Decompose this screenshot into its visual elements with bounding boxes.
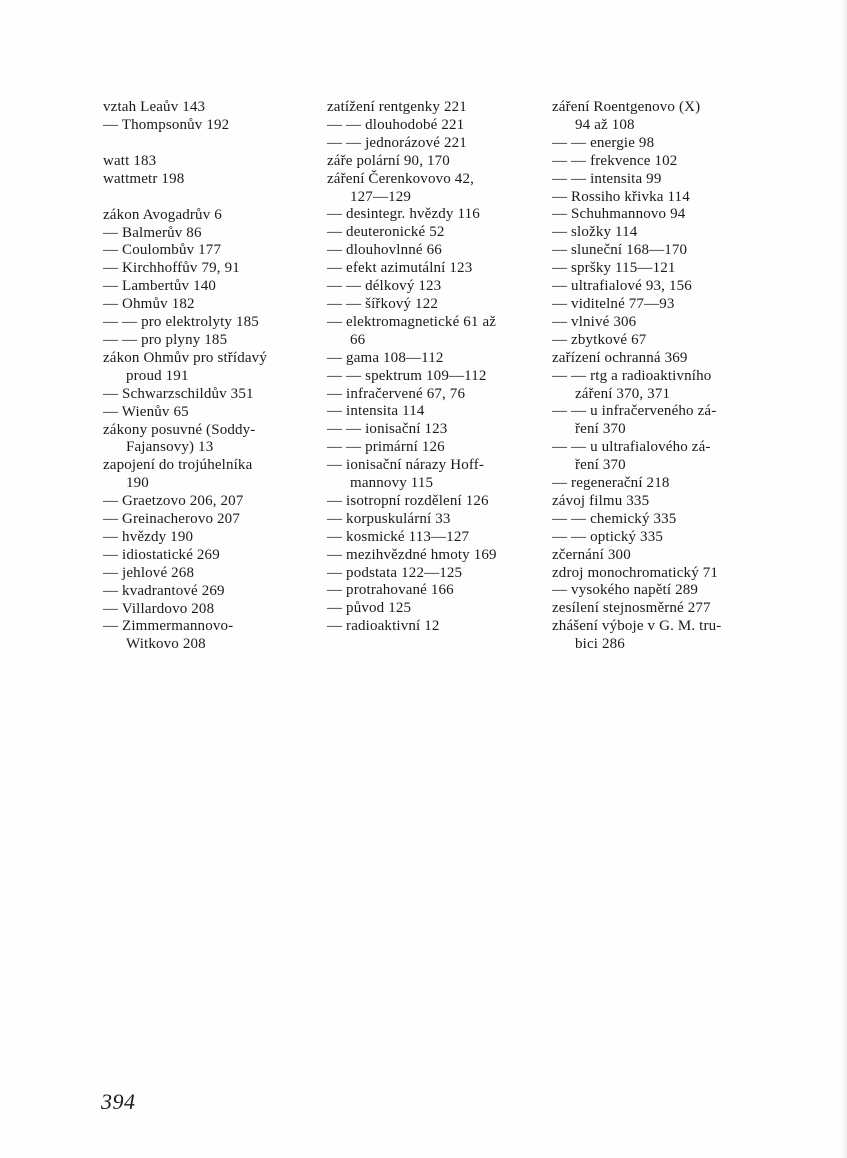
index-entry: ření 370 (575, 457, 626, 474)
index-entry: — korpuskulární 33 (327, 510, 451, 527)
index-entry: — efekt azimutální 123 (327, 260, 473, 277)
index-entry: — vlnivé 306 (552, 313, 637, 330)
index-entry: — viditelné 77—93 (552, 295, 675, 312)
index-entry: — Wienův 65 (103, 403, 189, 420)
index-entry: — gama 108—112 (327, 349, 444, 366)
index-entry: vztah Leaův 143 (103, 99, 206, 115)
index-entry: — — ionisační 123 (327, 421, 448, 438)
index-entry: — deuteronické 52 (327, 224, 445, 241)
index-entry: Fajansovy) 13 (126, 439, 214, 456)
index-entry: zákony posuvné (Soddy- (103, 421, 256, 438)
index-entry: — — jednorázové 221 (327, 134, 467, 151)
index-column-2 (327, 99, 545, 636)
index-entry: zákon Ohmův pro střídavý (103, 349, 267, 366)
index-entry: — isotropní rozdělení 126 (327, 492, 489, 509)
index-entry: záření 370, 371 (575, 385, 671, 402)
index-entry: závoj filmu 335 (552, 492, 650, 509)
index-entry: — — šířkový 122 (327, 295, 438, 312)
index-column-1 (103, 99, 318, 654)
index-entry: — desintegr. hvězdy 116 (327, 206, 480, 223)
index-entry: — — intensita 99 (552, 170, 662, 187)
index-entry: záření Roentgenovo (X) (552, 99, 701, 115)
index-entry: — — primární 126 (327, 439, 445, 456)
index-entry: — Balmerův 86 (103, 224, 202, 241)
index-entry: bici 286 (575, 636, 625, 653)
index-entry: — Rossiho křivka 114 (552, 188, 690, 205)
index-entry: — — u ultrafialového zá- (552, 439, 711, 456)
index-entry: zdroj monochromatický 71 (552, 564, 719, 581)
index-entry: — dlouhovlnné 66 (327, 242, 442, 259)
index-entry: proud 191 (126, 367, 189, 384)
index-entry: — složky 114 (552, 224, 638, 241)
index-entry: zákon Avogadrův 6 (103, 206, 222, 223)
index-entry: záření Čerenkovovo 42, (327, 170, 475, 187)
index-entry: Witkovo 208 (126, 636, 206, 653)
index-entry: — Kirchhoffův 79, 91 (103, 260, 240, 277)
index-entry: — infračervené 67, 76 (327, 385, 466, 402)
index-entry: zapojení do trojúhelníka (103, 457, 253, 474)
index-entry: — jehlové 268 (103, 564, 195, 581)
index-entry: — zbytkové 67 (552, 331, 647, 348)
index-entry: — kvadrantové 269 (103, 582, 225, 599)
index-entry: 127—129 (350, 188, 412, 205)
index-entry: — — frekvence 102 (552, 152, 678, 169)
index-entry: watt 183 (103, 152, 157, 169)
index-entry: zařízení ochranná 369 (552, 349, 688, 366)
index-entry: — Schwarzschildův 351 (103, 385, 254, 402)
index-entry: — — pro plyny 185 (103, 331, 228, 348)
index-entry: — Villardovo 208 (103, 600, 215, 617)
index-entry: — radioaktivní 12 (327, 618, 440, 635)
index-entry: zatížení rentgenky 221 (327, 99, 467, 115)
index-entry: — — rtg a radioaktivního (552, 367, 712, 384)
index-entry: — hvězdy 190 (103, 528, 194, 545)
page-number: 394 (101, 1089, 136, 1114)
index-entry: — — spektrum 109—112 (327, 367, 487, 384)
index-entry: — ionisační nárazy Hoff- (327, 457, 485, 474)
index-entry: — Schuhmannovo 94 (552, 206, 686, 223)
index-entry: — sluneční 168—170 (552, 242, 688, 259)
index-entry: 66 (350, 331, 366, 348)
index-entry: — podstata 122—125 (327, 564, 463, 581)
index-entry: — — chemický 335 (552, 510, 677, 527)
index-entry: — intensita 114 (327, 403, 425, 420)
index-entry: — elektromagnetické 61 až (327, 313, 497, 330)
index-entry: zčernání 300 (552, 546, 631, 563)
index-entry: — — pro elektrolyty 185 (103, 314, 259, 331)
page-edge-shadow (841, 0, 847, 1158)
index-entry: — Graetzovo 206, 207 (103, 493, 244, 510)
index-entry: — — u infračerveného zá- (552, 403, 717, 420)
index-entry: — — délkový 123 (327, 278, 442, 295)
index-entry: — — energie 98 (552, 134, 655, 151)
index-entry: — — dlouhodobé 221 (327, 116, 465, 133)
index-entry: — ultrafialové 93, 156 (552, 278, 692, 295)
index-column-3 (552, 99, 774, 654)
index-entry: — Zimmermannovo- (103, 618, 234, 635)
index-entry: — idiostatické 269 (103, 546, 220, 563)
index-entry: — původ 125 (327, 600, 412, 617)
index-entry: — Coulombův 177 (103, 242, 222, 259)
index-entry: — vysokého napětí 289 (552, 582, 699, 599)
index-entry: — spršky 115—121 (552, 260, 676, 277)
index-entry: — kosmické 113—127 (327, 528, 470, 545)
index-entry: záře polární 90, 170 (327, 152, 450, 169)
index-entry: — — optický 335 (552, 528, 663, 545)
index-entry: — Lambertův 140 (103, 278, 217, 295)
index-entry: — Greinacherovo 207 (103, 511, 240, 528)
index-entry: zesílení stejnosměrné 277 (552, 600, 711, 617)
index-entry: — mezihvězdné hmoty 169 (327, 546, 497, 563)
index-entry: wattmetr 198 (103, 170, 185, 187)
index-entry: — Thompsonův 192 (103, 116, 230, 133)
index-entry: 190 (126, 475, 149, 492)
index-entry: 94 až 108 (575, 116, 635, 133)
index-entry: ření 370 (575, 421, 626, 438)
index-entry: — Ohmův 182 (103, 296, 195, 313)
index-entry: — regenerační 218 (552, 475, 670, 492)
index-entry: mannovy 115 (350, 475, 434, 492)
index-entry: zhášení výboje v G. M. tru- (552, 618, 722, 635)
index-entry: — protrahované 166 (327, 582, 454, 599)
